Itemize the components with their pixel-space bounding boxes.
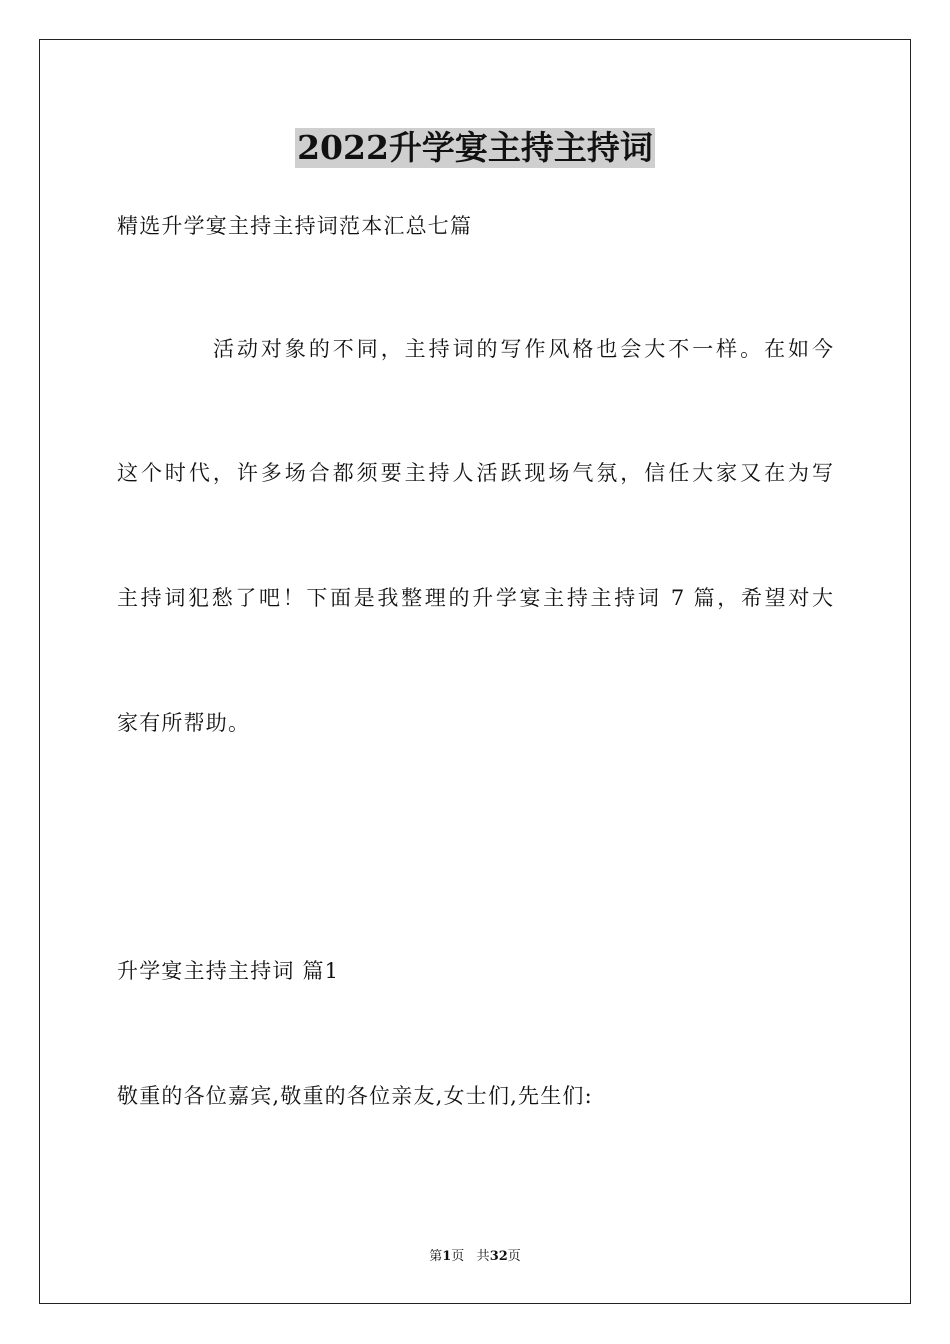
document-title: 2022升学宴主持主持词 [297,128,653,167]
footer-page-suffix: 页 [451,1249,465,1264]
document-subtitle: 精选升学宴主持主持词范本汇总七篇 [117,214,473,238]
intro-line-1: 活动对象的不同，主持词的写作风格也会大不一样。在如今 [213,337,833,361]
salutation: 敬重的各位嘉宾,敬重的各位亲友,女士们,先生们: [117,1084,593,1108]
section-heading: 升学宴主持主持词 篇1 [117,959,340,983]
footer-total-pages: 32 [489,1249,508,1264]
footer-prefix: 第 [429,1249,443,1264]
footer-total-prefix: 共 [476,1249,490,1264]
title-container [0,128,950,168]
intro-line-4: 家有所帮助。 [117,711,251,735]
intro-line-2: 这个时代，许多场合都须要主持人活跃现场气氛，信任大家又在为写 [117,461,833,485]
footer-total-suffix: 页 [507,1249,521,1264]
intro-line-3: 主持词犯愁了吧！下面是我整理的升学宴主持主持词 7 篇，希望对大 [117,586,833,610]
footer-page-number: 1 [442,1249,452,1264]
page-footer [0,1248,950,1266]
